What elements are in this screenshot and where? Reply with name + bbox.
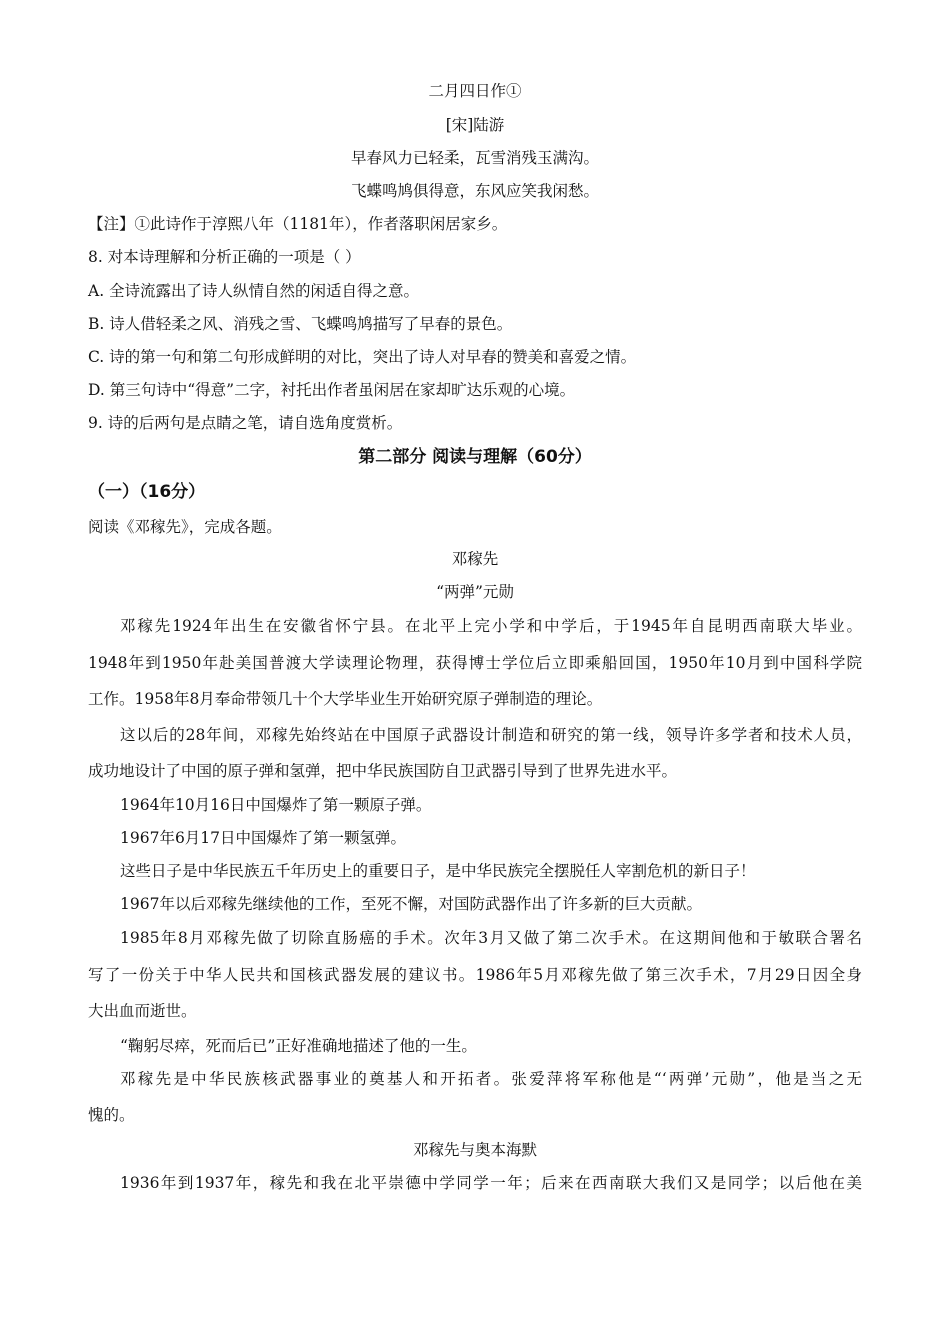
question-8: 8. 对本诗理解和分析正确的一项是（ ） xyxy=(88,248,361,266)
paragraph-2-line-2: 成功地设计了中国的原子弹和氢弹，把中华民族国防自卫武器引导到了世界先进水平。 xyxy=(88,762,678,780)
paragraph-3: 1964年10月16日中国爆炸了第一颗原子弹。 xyxy=(120,796,432,814)
paragraph-1-line-3: 工作。1958年8月奉命带领几十个大学毕业生开始研究原子弹制造的理论。 xyxy=(88,690,603,708)
poem-line-2: 飞蝶鸣鸠俱得意，东风应笑我闲愁。 xyxy=(350,182,599,200)
part-2-heading: 第二部分 阅读与理解（60分） xyxy=(358,447,592,467)
poem-title: 二月四日作① xyxy=(428,82,522,100)
reading-instruction: 阅读《邓稼先》，完成各题。 xyxy=(88,518,282,536)
article-subtitle: “两弹”元勋 xyxy=(436,583,514,601)
paragraph-7-line-1: 1985年8月邓稼先做了切除直肠癌的手术。次年3月又做了第二次手术。在这期间他和于敏联合署名 xyxy=(120,929,862,947)
paragraph-5: 这些日子是中华民族五千年历史上的重要日子，是中华民族完全摆脱任人宰割危机的新日子！ xyxy=(120,862,756,880)
poem-author: [宋]陆游 xyxy=(445,116,505,134)
question-9: 9. 诗的后两句是点睛之笔，请自选角度赏析。 xyxy=(88,414,403,432)
section-heading: （一）（16分） xyxy=(88,482,206,502)
poem-line-1: 早春风力已轻柔，瓦雪消残玉满沟。 xyxy=(350,149,599,167)
paragraph-8: “鞠躬尽瘁，死而后已”正好准确地描述了他的一生。 xyxy=(120,1037,477,1055)
paragraph-7-line-2: 写了一份关于中华人民共和国核武器发展的建议书。1986年5月邓稼先做了第三次手术，7月29日因全身 xyxy=(88,966,862,984)
paragraph-1-line-1: 邓稼先1924年出生在安徽省怀宁县。在北平上完小学和中学后，于1945年自昆明西南联大毕业。 xyxy=(120,617,862,635)
option-c: C. 诗的第一句和第二句形成鲜明的对比，突出了诗人对早春的赞美和喜爱之情。 xyxy=(88,348,637,366)
paragraph-4: 1967年6月17日中国爆炸了第一颗氢弹。 xyxy=(120,829,407,847)
article-subtitle-2: 邓稼先与奥本海默 xyxy=(412,1141,537,1159)
option-a: A. 全诗流露出了诗人纵情自然的闲适自得之意。 xyxy=(88,282,420,300)
paragraph-2-line-1: 这以后的28年间，邓稼先始终站在中国原子武器设计制造和研究的第一线，领导许多学者和技术人员， xyxy=(120,726,862,744)
paragraph-7-line-3: 大出血而逝世。 xyxy=(88,1002,197,1020)
article-title: 邓稼先 xyxy=(451,550,499,568)
poem-note: 【注】①此诗作于淳熙八年（1181年），作者落职闲居家乡。 xyxy=(88,215,508,233)
paragraph-6: 1967年以后邓稼先继续他的工作，至死不懈，对国防武器作出了许多新的巨大贡献。 xyxy=(120,895,702,913)
option-b: B. 诗人借轻柔之风、消残之雪、飞蝶鸣鸠描写了早春的景色。 xyxy=(88,315,513,333)
option-d: D. 第三句诗中“得意”二字，衬托出作者虽闲居在家却旷达乐观的心境。 xyxy=(88,381,576,399)
paragraph-10-line-1: 1936年到1937年，稼先和我在北平崇德中学同学一年；后来在西南联大我们又是同学；以后他在美 xyxy=(120,1174,862,1192)
paragraph-1-line-2: 1948年到1950年赴美国普渡大学读理论物理，获得博士学位后立即乘船回国，1950年10月到中国科学院 xyxy=(88,654,862,672)
paragraph-9-line-2: 愧的。 xyxy=(88,1106,135,1124)
paragraph-9-line-1: 邓稼先是中华民族核武器事业的奠基人和开拓者。张爱萍将军称他是“‘两弹’元勋”，他是当之无 xyxy=(120,1070,862,1088)
